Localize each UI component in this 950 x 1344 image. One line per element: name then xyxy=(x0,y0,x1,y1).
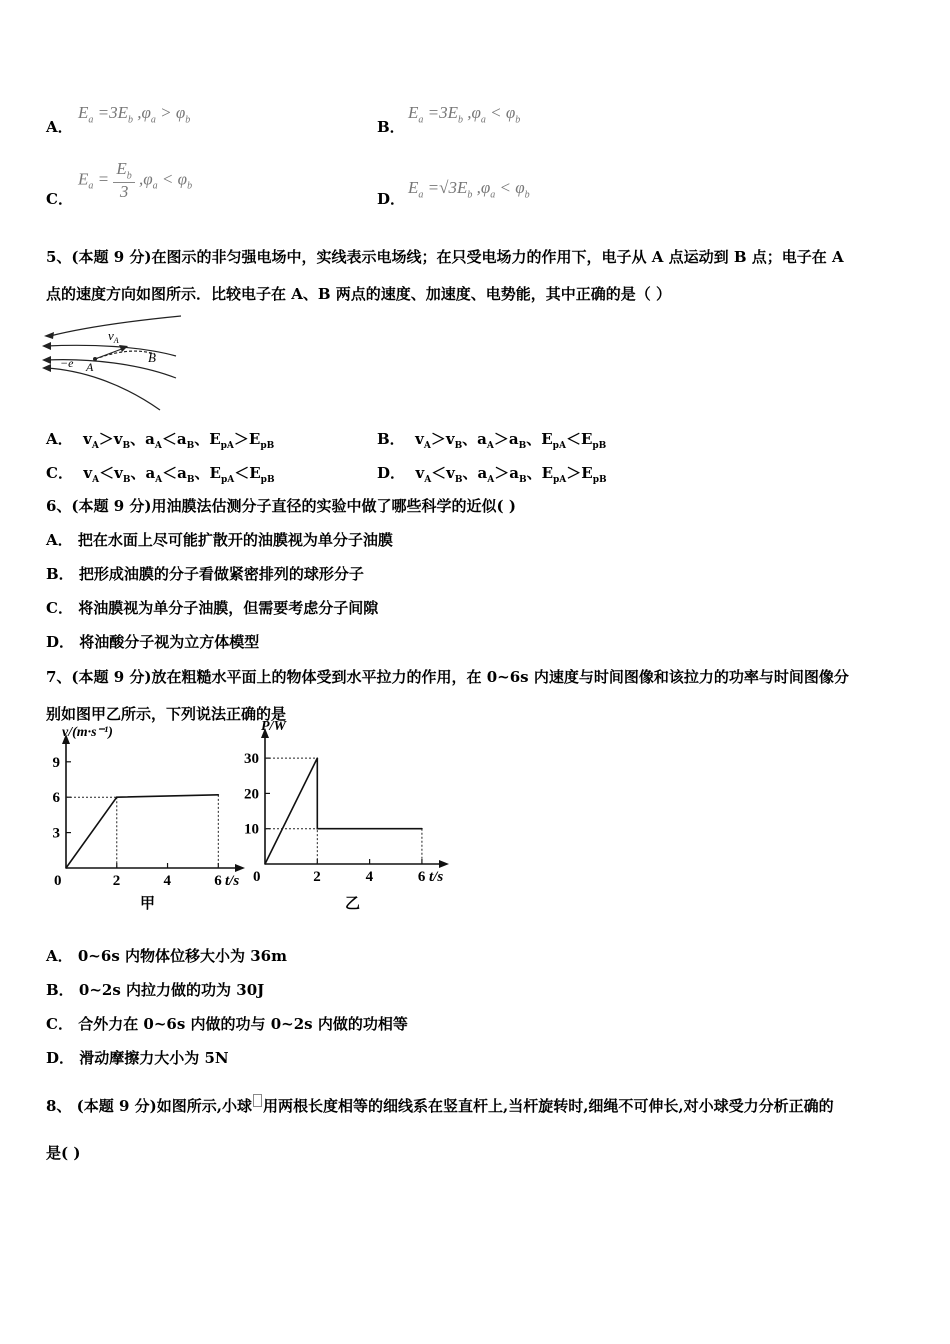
x-tick-label: 2 xyxy=(112,873,121,889)
y-axis-label: v/(m·s⁻¹) xyxy=(62,725,113,740)
field-line-4 xyxy=(46,368,160,410)
x-axis-label: t/s xyxy=(429,869,444,885)
chart-caption: 乙 xyxy=(345,896,361,912)
q7-option-a: A． 0~6s 内物体位移大小为 36m xyxy=(46,947,287,965)
arrowhead-2 xyxy=(42,342,51,350)
arrowhead-1 xyxy=(44,332,54,339)
q7-option-b: B． 0~2s 内拉力做的功为 30J xyxy=(46,981,265,999)
q4-option-b-formula: $E_a =3E_b$ $,\varphi_a < \varphi_b$ xyxy=(408,103,521,126)
y-tick-label: 6 xyxy=(52,790,60,807)
chart-caption: 甲 xyxy=(140,896,156,912)
q6-option-a: A． 把在水面上尽可能扩散开的油膜视为单分子油膜 xyxy=(46,531,393,549)
data-point xyxy=(116,796,118,798)
q7-chart-yi xyxy=(235,719,455,920)
q7-stem-line2: 别如图甲乙所示，下列说法正确的是 xyxy=(46,705,287,723)
q5-field-figure xyxy=(40,312,190,414)
q4-option-a-formula: $E_a =3E_b$ $,\varphi_a > \varphi_b$ xyxy=(78,103,191,126)
data-point xyxy=(421,828,423,830)
q5-option-a: A． $v_A>v_B$、$a_A<a_B$、$E_{pA}>E_{pB}$ xyxy=(46,430,275,451)
x-tick-label: 0 xyxy=(54,873,62,889)
y-tick-label: 3 xyxy=(52,825,60,842)
x-axis-label: t/s xyxy=(225,873,240,889)
x-axis-arrow xyxy=(439,860,449,868)
missing-glyph-box xyxy=(253,1094,262,1107)
q5-option-b: B． $v_A>v_B$、$a_A>a_B$、$E_{pA}<E_{pB}$ xyxy=(377,430,607,451)
x-tick-label: 6 xyxy=(214,873,222,889)
field-line-1 xyxy=(50,316,181,336)
x-tick-label: 0 xyxy=(253,869,261,885)
data-point xyxy=(317,757,319,759)
q6-option-b: B． 把形成油膜的分子看做紧密排列的球形分子 xyxy=(46,565,364,583)
q6-stem: 6、(本题 9 分)用油膜法估测分子直径的实验中做了哪些科学的近似( ) xyxy=(46,497,516,515)
q7-option-c: C． 合外力在 0~6s 内做的功与 0~2s 内做的功相等 xyxy=(46,1015,408,1033)
y-axis-label: P/W xyxy=(261,719,286,734)
series-line xyxy=(66,795,218,868)
q7-option-d: D． 滑动摩擦力大小为 5N xyxy=(46,1049,229,1067)
arrowhead-3 xyxy=(42,356,51,364)
q5-option-c: C． $v_A<v_B$、$a_A<a_B$、$E_{pA}<E_{pB}$ xyxy=(46,464,275,485)
series-line xyxy=(265,758,422,864)
q4-option-c-formula: $E_a$ = $\frac{E_b}{3}$ $,\varphi_a < \varphi_b$ xyxy=(78,159,193,201)
q6-option-d: D． 将油酸分子视为立方体模型 xyxy=(46,633,260,651)
q4-option-c-label: C． xyxy=(46,190,73,208)
data-point xyxy=(218,794,220,796)
y-tick-label: 10 xyxy=(244,821,259,838)
data-point xyxy=(65,867,67,869)
y-tick-label: 20 xyxy=(244,786,259,803)
q8-stem-line1: 8、 (本题 9 分)如图所示,小球 用两根长度相等的细线系在竖直杆上,当杆旋转时,细绳不可伸长,对小球受力分析正确的 xyxy=(46,1094,834,1116)
x-tick-label: 4 xyxy=(163,873,172,889)
q6-option-c: C． 将油膜视为单分子油膜，但需要考虑分子间隙 xyxy=(46,599,379,617)
q4-option-a-label: A． xyxy=(46,118,73,136)
label-electron: −e xyxy=(60,356,74,370)
q5-option-d: D． $v_A<v_B$、$a_A>a_B$、$E_{pA}>E_{pB}$ xyxy=(377,464,607,485)
q4-option-d-formula: $E_a =√3E_b$ $,\varphi_a < \varphi_b$ xyxy=(408,178,530,201)
label-va: $v_A$ xyxy=(108,328,119,345)
label-b: B xyxy=(148,350,156,365)
q5-stem-line2: 点的速度方向如图所示．比较电子在 A、B 两点的速度、加速度、电势能，其中正确的是（ ） xyxy=(46,285,671,303)
data-point xyxy=(264,863,266,865)
q4-option-d-label: D． xyxy=(377,190,406,208)
q8-stem-line2: 是( ) xyxy=(46,1144,81,1162)
arrowhead-4 xyxy=(42,364,51,372)
x-tick-label: 6 xyxy=(417,869,426,885)
point-a-dot xyxy=(93,357,97,361)
y-tick-label: 9 xyxy=(52,754,60,771)
q7-stem-line1: 7、(本题 9 分)放在粗糙水平面上的物体受到水平拉力的作用，在 0~6s 内速度与时间图像和该拉力的功率与时间图像分 xyxy=(46,668,849,686)
q7-chart-jia xyxy=(40,725,250,920)
label-a: A xyxy=(86,360,94,374)
q4-option-b-label: B． xyxy=(377,118,405,136)
q5-stem-line1: 5、(本题 9 分)在图示的非匀强电场中，实线表示电场线；在只受电场力的作用下，电子从 A 点运动到 B 点；电子在 A xyxy=(46,248,844,266)
y-tick-label: 30 xyxy=(244,751,259,768)
x-tick-label: 4 xyxy=(365,869,374,885)
data-point xyxy=(317,828,319,830)
x-tick-label: 2 xyxy=(313,869,321,885)
